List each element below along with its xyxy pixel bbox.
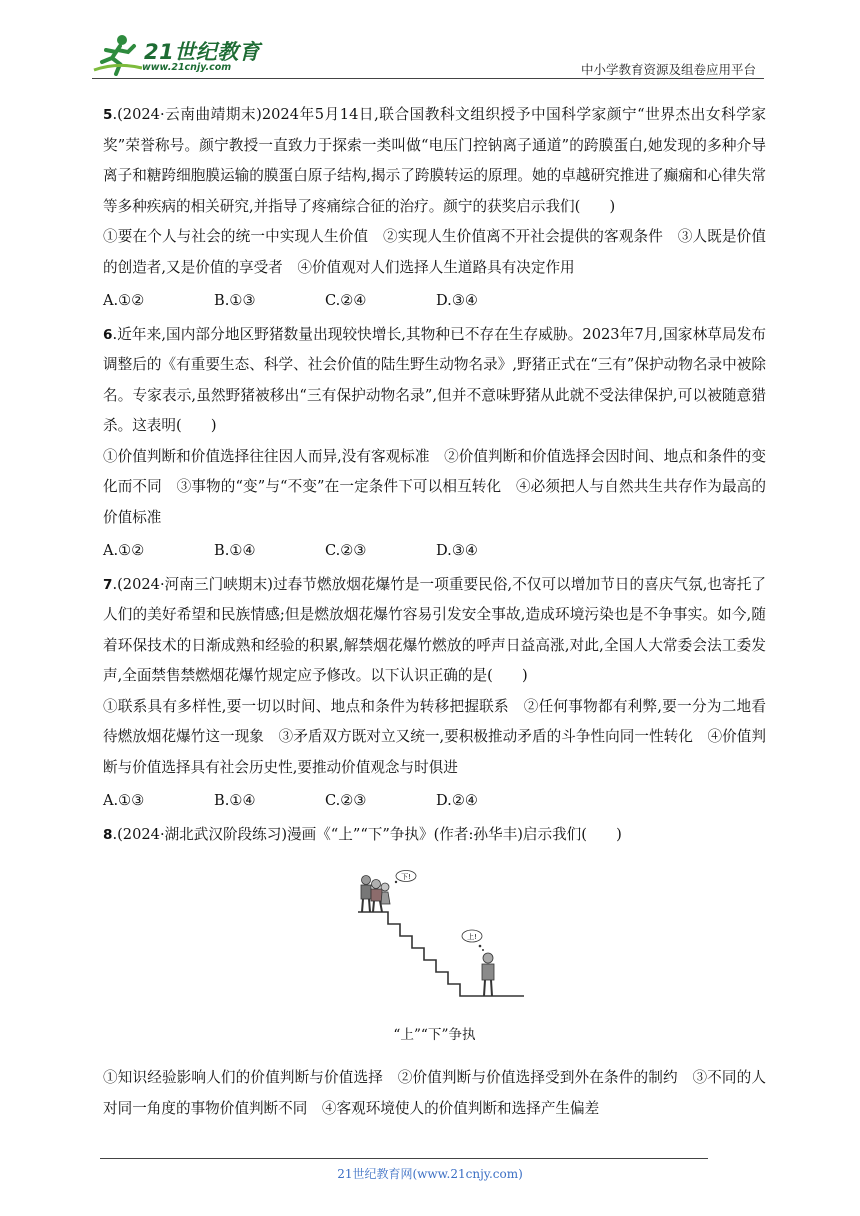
cartoon-figure <box>103 858 766 1063</box>
page-footer: 21世纪教育网(www.21cnjy.com) <box>337 1167 523 1181</box>
header-divider <box>92 78 764 79</box>
question-statements: ①要在个人与社会的统一中实现人生价值 ②实现人生价值离不开社会提供的客观条件 ③人既是价值的创造者,又是价值的享受者 ④价值观对人们选择人生道路具有决定作用 <box>103 228 766 276</box>
question-6 <box>103 320 766 567</box>
question-5 <box>103 100 766 317</box>
runner-logo-icon <box>92 32 144 76</box>
option-d[interactable]: D.③④ <box>436 292 478 309</box>
option-d[interactable]: D.③④ <box>436 542 478 559</box>
option-a[interactable]: A.①② <box>103 292 145 309</box>
bubble-text-bottom: 上! <box>467 933 477 941</box>
answer-options <box>103 786 766 817</box>
question-statements: ①价值判断和价值选择往往因人而异,没有客观标准 ②价值判断和价值选择会因时间、地点和条件的变化而不同 ③事物的“变”与“不变”在一定条件下可以相互转化 ④必须把人与自然共生共存作为最高的价值标准 <box>103 447 766 526</box>
question-number: 6 <box>103 326 113 343</box>
question-number: 5 <box>103 107 113 123</box>
platform-name: 中小学教育资源及组卷应用平台 <box>580 62 756 77</box>
footer-divider <box>100 1158 708 1159</box>
question-stem: 7.(2024·河南三门峡期末)过春节燃放烟花爆竹是一项重要民俗,不仅可以增加节日的喜庆气氛,也寄托了人们的美好希望和民族情感;但是燃放烟花爆竹容易引发安全事故,造成环境污染也是不争事实。如今,随着环保技术的日渐成熟和经验的积累,解禁烟花爆竹燃放的呼声日益高涨,对此,全国人大常委会法工委发声,全面禁售禁燃烟花爆竹规定应予修改。以下认识正确的是( ) <box>103 575 766 684</box>
question-number: 8 <box>103 826 113 843</box>
questions-content <box>103 100 766 1124</box>
option-c[interactable]: C.②③ <box>325 792 367 809</box>
question-stem: 5.(2024·云南曲靖期末)2024年5月14日,联合国教科文组织授予中国科学家颜宁“世界杰出女科学家奖”荣誉称号。颜宁教授一直致力于探索一类叫做“电压门控钠离子通道”的跨膜蛋白,她发现的多种介导离子和糖跨细胞膜运输的膜蛋白原子结构,揭示了跨膜转运的原理。她的卓越研究推进了癫痫和心律失常等多种疾病的相关研究,并指导了疼痛综合征的治疗。颜宁的获奖启示我们( ) <box>103 106 766 215</box>
option-b[interactable]: B.①④ <box>214 542 256 559</box>
logo-url: www.21cnjy.com <box>142 62 232 73</box>
logo-text: 21世纪教育 <box>144 40 261 64</box>
question-stem: 6.近年来,国内部分地区野猪数量出现较快增长,其物种已不存在生存威胁。2023年7月,国家林草局发布调整后的《有重要生态、科学、社会价值的陆生野生动物名录》,野猪正式在“三有”保护动物名录中被除名。专家表示,虽然野猪被移出“三有保护动物名录”,但并不意味野猪从此就不受法律保护,可以被随意猎杀。这表明( ) <box>103 325 766 434</box>
option-a[interactable]: A.①② <box>103 542 145 559</box>
option-c[interactable]: C.②③ <box>325 542 367 559</box>
question-stem: 8.(2024·湖北武汉阶段练习)漫画《“上”“下”争执》(作者:孙华丰)启示我们( ) <box>103 825 622 843</box>
option-b[interactable]: B.①③ <box>214 292 256 309</box>
answer-options <box>103 286 766 317</box>
logo <box>92 32 272 78</box>
option-b[interactable]: B.①④ <box>214 792 256 809</box>
question-statements: ①知识经验影响人们的价值判断与价值选择 ②价值判断与价值选择受到外在条件的制约 ③不同的人对同一角度的事物价值判断不同 ④客观环境使人的价值判断和选择产生偏差 <box>103 1069 766 1117</box>
cartoon-stairs-image <box>348 870 528 1020</box>
question-statements: ①联系具有多样性,要一切以时间、地点和条件为转移把握联系 ②任何事物都有利弊,要一分为二地看待燃放烟花爆竹这一现象 ③矛盾双方既对立又统一,要积极推动矛盾的斗争性向同一性转化 ④价值判断与价值选择具有社会历史性,要推动价值观念与时俱进 <box>103 697 766 776</box>
answer-options <box>103 536 766 567</box>
page-header <box>92 32 764 82</box>
question-8 <box>103 820 766 1125</box>
option-c[interactable]: C.②④ <box>325 292 367 309</box>
bubble-text-top: 下! <box>401 873 411 881</box>
figure-caption: “上”“下”争执 <box>393 1027 476 1043</box>
option-a[interactable]: A.①③ <box>103 792 145 809</box>
option-d[interactable]: D.②④ <box>436 792 478 809</box>
question-7 <box>103 570 766 817</box>
question-number: 7 <box>103 576 113 593</box>
